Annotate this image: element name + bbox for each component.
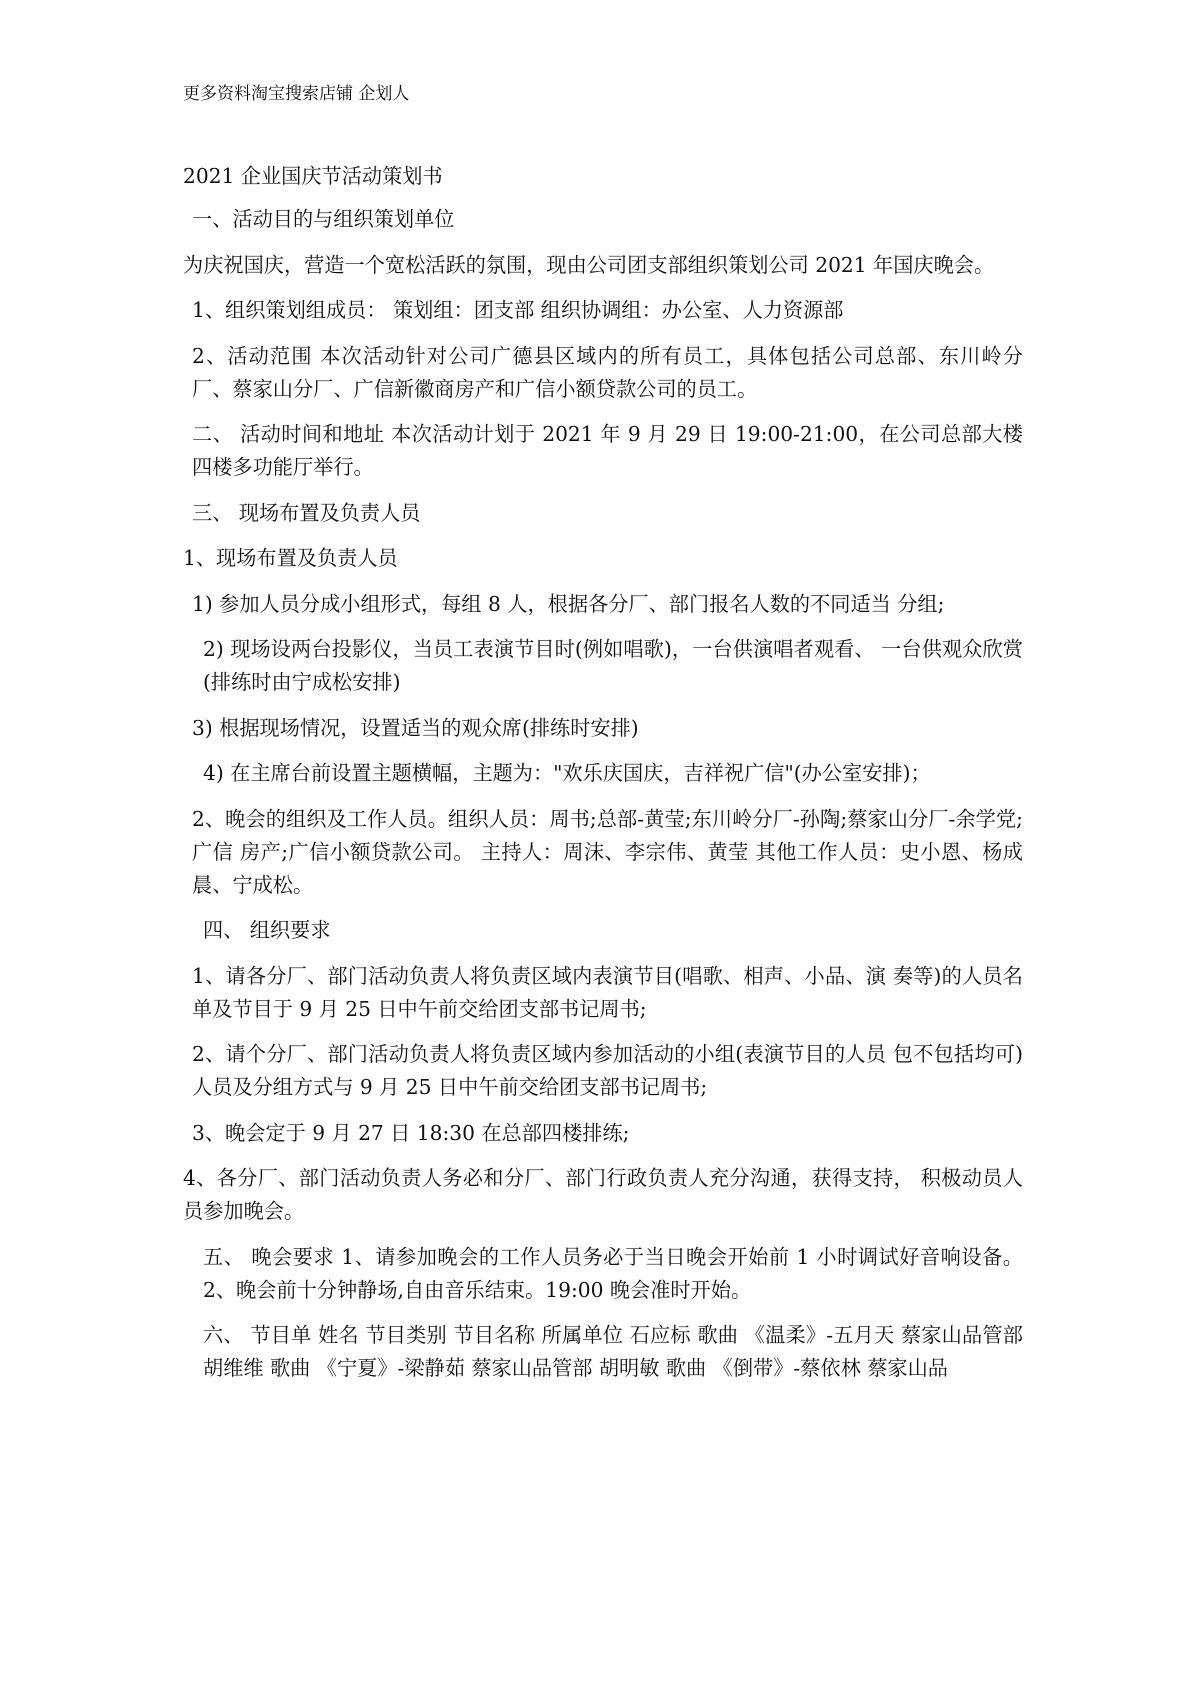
document-body [183,160,1023,1398]
section-3-list-item-4: 4) 在主席台前设置主题横幅，主题为："欢乐庆国庆，吉祥祝广信"(办公室安排)； [203,761,931,785]
section-4-item-4: 4、各分厂、部门活动负责人务必和分厂、部门行政负责人充分沟通，获得支持， 积极动员人员参加晚会。 [183,1166,1023,1223]
section-3-subheading-2: 2、晚会的组织及工作人员。组织人员：周书;总部-黄莹;东川岭分厂-孙陶;蔡家山分厂-余学党;广信 房产;广信小额贷款公司。 主持人：周沫、李宗伟、黄莹 其他工作人员：史小恩、杨成晨、宁成松。 [192,806,1023,897]
section-2-paragraph: 二、 活动时间和地址 本次活动计划于 2021 年 9 月 29 日 19:00-21:00，在公司总部大楼四楼多功能厅举行。 [192,422,1023,479]
section-4-item-1: 1、请各分厂、部门活动负责人将负责区域内表演节目(唱歌、相声、小品、演 奏等)的人员名单及节目于 9 月 25 日中午前交给团支部书记周书; [192,963,1023,1021]
section-1-text: 为庆祝国庆，营造一个宽松活跃的氛围，现由公司团支部组织策划公司 2021 年国庆晚会。 [183,252,995,277]
section-5-paragraph: 五、 晚会要求 1、请参加晚会的工作人员务必于当日晚会开始前 1 小时调试好音响设备。 2、晚会前十分钟静场,自由音乐结束。19:00 晚会准时开始。 [203,1244,1023,1302]
section-3-list-item-2: 2) 现场设两台投影仪，当员工表演节目时(例如唱歌)，一台供演唱者观看、 一台供观众欣赏(排练时由宁成松安排) [203,637,1023,694]
section-3-subheading-1: 1、现场布置及负责人员 [183,546,398,570]
header-note: 更多资料淘宝搜索店铺 企划人 [183,84,410,104]
section-3-list-item-1: 1) 参加人员分成小组形式，每组 8 人，根据各分厂、部门报名人数的不同适当 分组; [192,591,945,616]
section-3-heading: 三、 现场布置及负责人员 [192,500,421,525]
section-1-item-2: 2、活动范围 本次活动针对公司广德县区域内的所有员工，具体包括公司总部、东川岭分 厂、蔡家山分厂、广信新徽商房产和广信小额贷款公司的员工。 [192,343,1023,401]
section-1-item-1: 1、组织策划组成员： 策划组：团支部 组织协调组：办公室、人力资源部 [192,298,844,322]
section-1-heading: 一、活动目的与组织策划单位 [192,207,455,231]
section-3-list-item-3: 3) 根据现场情况，设置适当的观众席(排练时安排) [192,715,639,740]
document-title: 2021 企业国庆节活动策划书 [183,164,443,188]
section-4-item-3: 3、晚会定于 9 月 27 日 18:30 在总部四楼排练; [192,1120,630,1145]
section-4-heading: 四、 组织要求 [203,918,331,942]
section-4-item-2: 2、请个分厂、部门活动负责人将负责区域内参加活动的小组(表演节目的人员 包不包括均可)人员及分组方式与 9 月 25 日中午前交给团支部书记周书; [192,1042,1023,1099]
section-6-paragraph: 六、 节目单 姓名 节目类别 节目名称 所属单位 石应标 歌曲 《温柔》-五月天 蔡家山品管部 胡维维 歌曲 《宁夏》-梁静茹 蔡家山品管部 胡明敏 歌曲 《倒带》-蔡依林 蔡家山品 [203,1323,1023,1380]
